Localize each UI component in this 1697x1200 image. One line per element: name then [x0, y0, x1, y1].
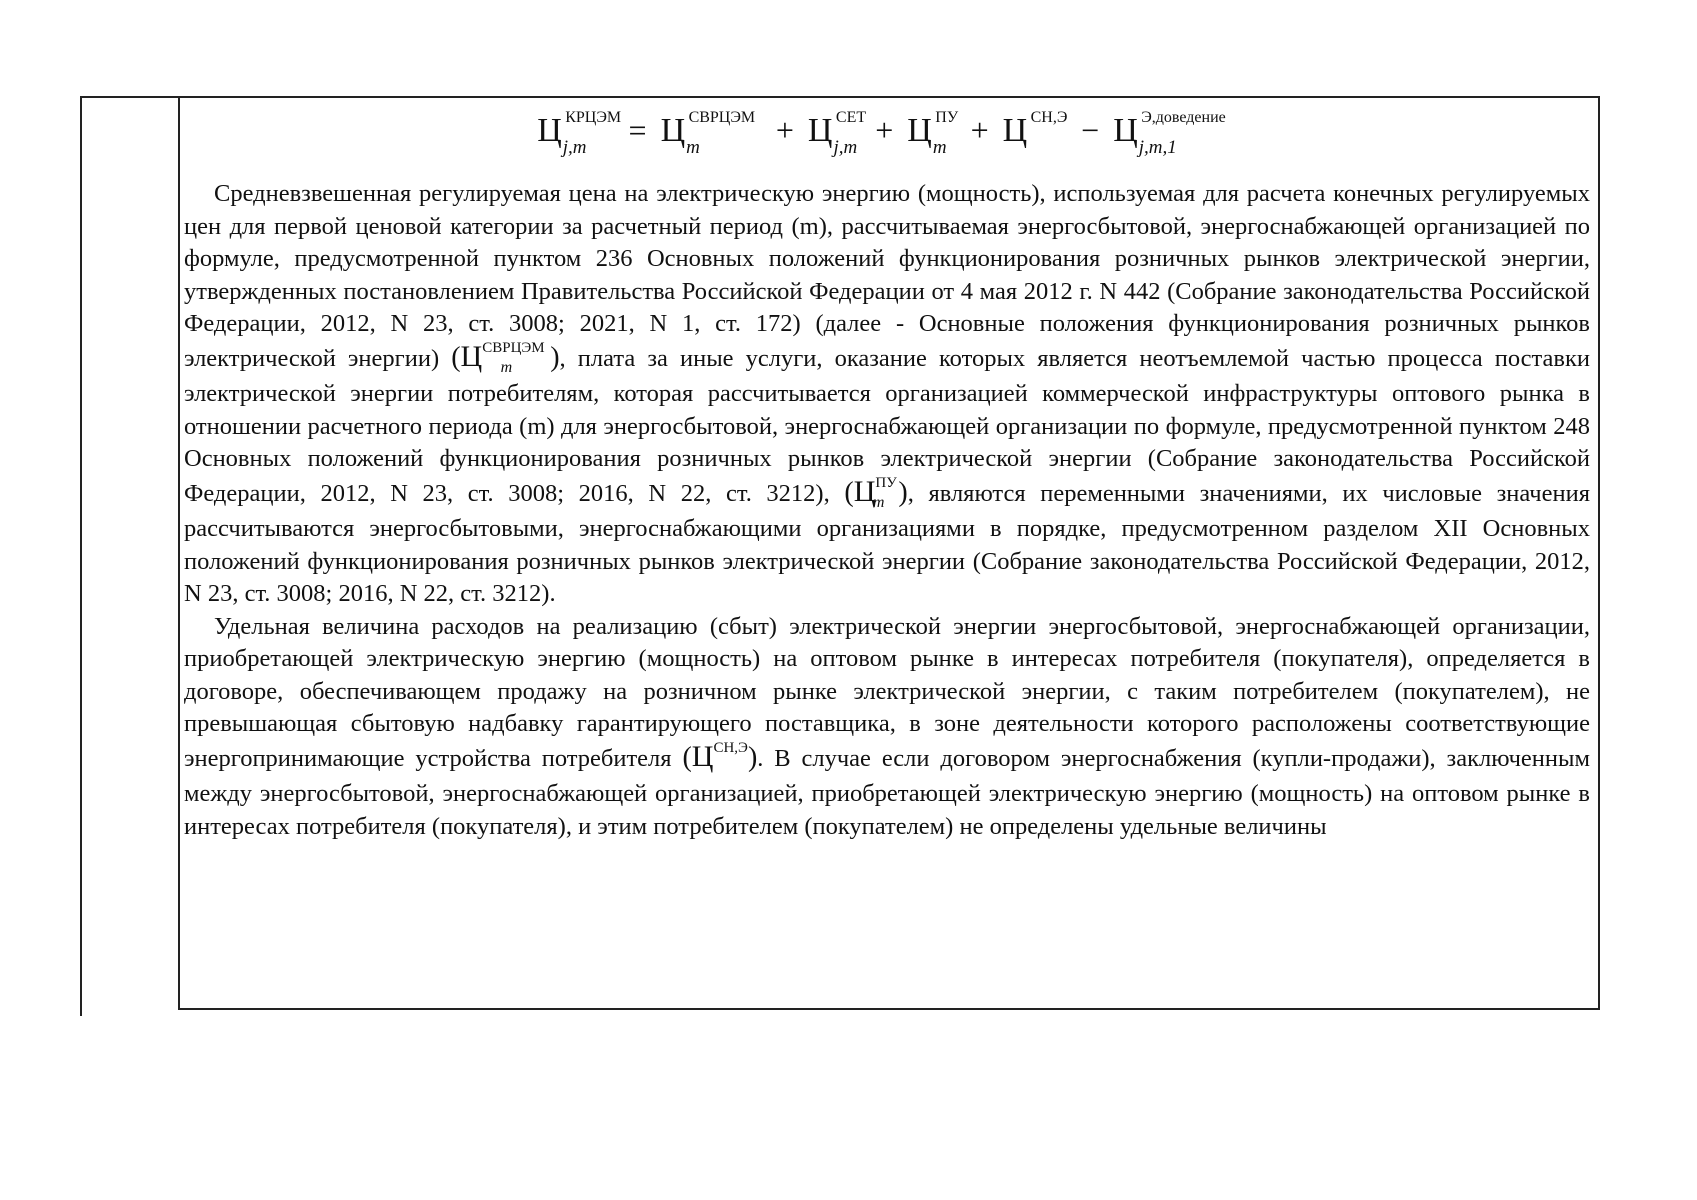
formula-minus: − — [1081, 112, 1100, 148]
formula-plus-1: + — [775, 112, 794, 148]
formula-term-dovedenie: Ц Э,доведение $_{j,m,1}$ — [1113, 109, 1226, 158]
formula-plus-3: + — [970, 112, 989, 148]
formula-term-sn-e: Ц СН,Э — [1002, 109, 1068, 149]
formula-term-svrcem: Ц СВРЦЭМ $_m$ — [660, 109, 756, 158]
inline-formula-pu: ($Ц^{ПУ}_m$ ) — [844, 474, 908, 511]
table-bottom-border — [178, 1008, 1600, 1010]
inline-formula-svrcem: ($Ц^{СВРЦЭМ}_m$ ) — [451, 339, 560, 376]
table-right-border — [1598, 96, 1600, 1010]
formula-term-set: Ц СЕТ $_{j,m}$ — [807, 109, 867, 158]
paragraph-sales-expenses: Удельная величина расходов на реализацию (сбыт) электрической энергии энергосбытовой, энергоснабжающей организации, приобретающей электрическую энергию (мощность) на оптовом рынке в интересах потребителя (покупателя), определяется в договоре, обеспечивающем продажу на розничном рынке электрической энергии, с таким потребителем (покупателем), не превышающая сбытовую надбавку гарантирующего поставщика, в зоне деятельности которого расположены соответствующие энергопринимающие устройства потребителя $(Ц^{СН,Э})$. В случае если договором энергоснабжения (купли-продажи), заключенным между энергосбытовой, энергоснабжающей организацией, приобретающей электрическую энергию (мощность) на оптовом рынке в интересах потребителя (покупателя), и этим потребителем (покупателем) не определены удельные величины — [184, 612, 1590, 840]
formula-equals: = — [628, 112, 647, 148]
paragraph-weighted-price: Средневзвешенная регулируемая цена на электрическую энергию (мощность), используемая для расчета конечных регулируемых цен для первой ценовой категории за расчетный период (m), рассчитываемая энергосбытовой, энергоснабжающей организацией по формуле, предусмотренной пунктом 236 Основных положений функционирования розничных рынков электрической энергии, утвержденных постановлением Правительства Российской Федерации от 4 мая 2012 г. N 442 (Собрание законодательства Российской Федерации, 2012, N 23, ст. 3008; 2021, N 1, ст. 172) (далее - Основные положения функционирования розничных рынков электрической энергии) ($Ц^{СВРЦЭМ}_m$ ), плата за иные услуги, оказание которых является неотъемлемой частью процесса поставки электрической энергии потребителям, которая рассчитывается организацией коммерческой инфраструктуры оптового рынка в отношении расчетного периода (m) для энергосбытовой, энергоснабжающей организации по формуле, предусмотренной пунктом 248 Основных положений функционирования розничных рынков электрической энергии (Собрание законодательства Российской Федерации, 2012, N 23, ст. 3008; 2016, N 22, ст. 3212), ($Ц^{ПУ}_m$ ), являются переменными значениями, их числовые значения рассчитываются энергосбытовыми, энергоснабжающими организациями в порядке, предусмотренном разделом XII Основных положений функционирования розничных рынков электрической энергии (Собрание законодательства Российской Федерации, 2012, N 23, ст. 3008; 2016, N 22, ст. 3212). — [184, 180, 1591, 607]
table-cell-content — [184, 104, 1590, 1004]
table-left-border — [80, 96, 82, 1016]
formula-term-pu: Ц ПУ $_m$ — [907, 109, 959, 158]
formula-plus-2: + — [875, 112, 894, 148]
inline-formula-sn-e: $(Ц^{СН,Э})$ — [682, 739, 758, 773]
formula-term-krcem: Ц КРЦЭМ $_{j,m}$ — [537, 109, 622, 158]
table-column-divider — [178, 96, 180, 1010]
price-formula — [184, 108, 1590, 178]
